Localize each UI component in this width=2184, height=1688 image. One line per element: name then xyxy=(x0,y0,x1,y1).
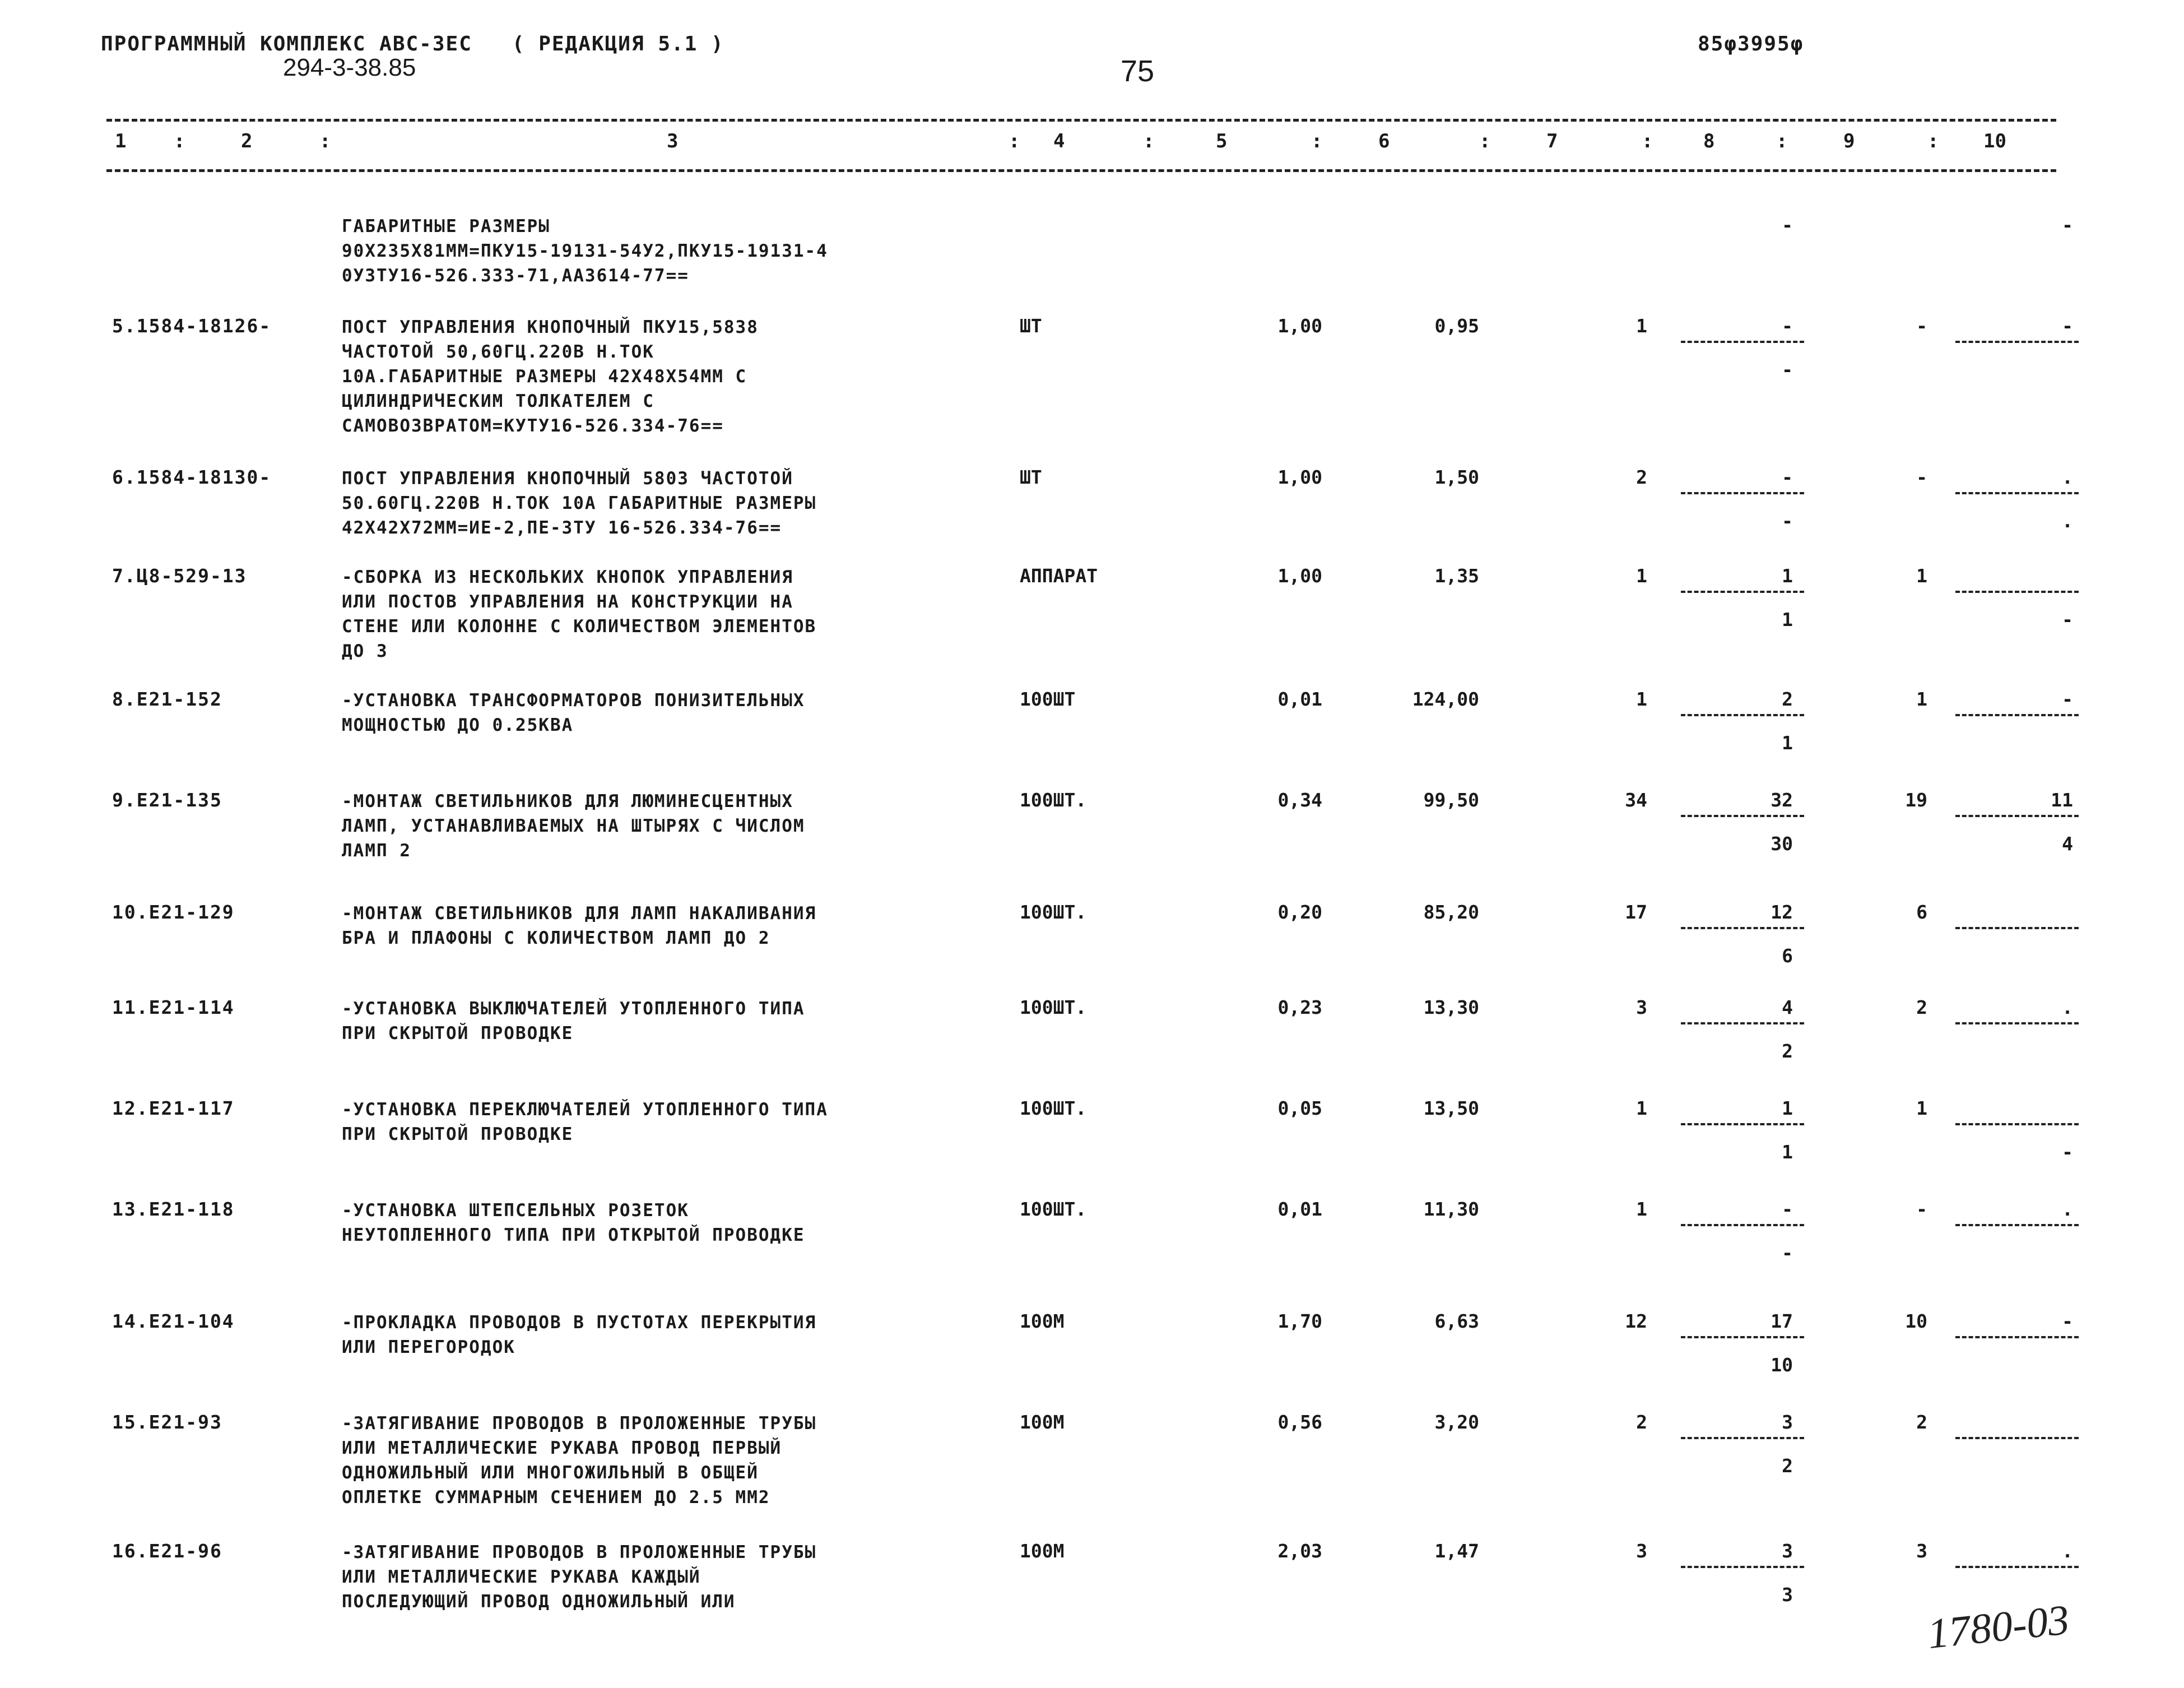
fraction-line xyxy=(1955,1566,2079,1568)
column-10-bottom: - xyxy=(2062,609,2073,630)
column-number-3: 3 xyxy=(667,130,679,152)
description-line: -ПРОКЛАДКА ПРОВОДОВ В ПУСТОТАХ ПЕРЕКРЫТИЯ xyxy=(342,1313,817,1333)
column-10-top: - xyxy=(2062,1310,2073,1332)
column-8-top: 12 xyxy=(1771,901,1793,923)
fraction-line xyxy=(1681,927,1804,929)
item-description xyxy=(342,466,816,540)
column-number-8: 8 xyxy=(1703,130,1715,152)
fraction-line xyxy=(1681,492,1804,494)
unit-of-measure: 100ШТ. xyxy=(1020,901,1087,923)
description-line: 0У3ТУ16-526.333-71,АА3614-77== xyxy=(342,266,689,286)
description-line: ГАБАРИТНЫЕ РАЗМЕРЫ xyxy=(342,216,550,236)
description-line: -СБОРКА ИЗ НЕСКОЛЬКИХ КНОПОК УПРАВЛЕНИЯ xyxy=(342,567,793,587)
column-8-top: 17 xyxy=(1771,1310,1793,1332)
description-line: НЕУТОПЛЕННОГО ТИПА ПРИ ОТКРЫТОЙ ПРОВОДКЕ xyxy=(342,1225,805,1245)
description-line: ОПЛЕТКЕ СУММАРНЫМ СЕЧЕНИЕМ ДО 2.5 ММ2 xyxy=(342,1487,770,1508)
column-8-top: 2 xyxy=(1782,688,1793,710)
table-row xyxy=(0,688,2184,754)
column-8-bottom: 1 xyxy=(1782,732,1793,754)
column-9-value: 2 xyxy=(1916,1411,1927,1433)
column-7-value: 1 xyxy=(1636,315,1647,337)
column-8-bottom: 30 xyxy=(1771,833,1793,855)
column-8-top: 4 xyxy=(1782,996,1793,1018)
column-8-bottom: - xyxy=(1782,359,1793,381)
quantity-value: 2,03 xyxy=(1277,1540,1322,1562)
description-line: 90Х235Х81ММ=ПКУ15-19131-54У2,ПКУ15-19131-4 xyxy=(342,241,828,261)
column-8-top: - xyxy=(1782,214,1793,236)
column-number-6: 6 xyxy=(1378,130,1390,152)
column-10-bottom: . xyxy=(2062,510,2073,532)
description-line: -УСТАНОВКА ПЕРЕКЛЮЧАТЕЛЕЙ УТОПЛЕННОГО ТИПА xyxy=(342,1100,828,1120)
column-header-row xyxy=(0,130,2184,158)
fraction-line xyxy=(1955,492,2079,494)
table-row xyxy=(0,214,2184,286)
column-8-bottom: 10 xyxy=(1771,1354,1793,1376)
quantity-value: 0,01 xyxy=(1277,688,1322,710)
item-description xyxy=(342,214,828,288)
description-line: ОДНОЖИЛЬНЫЙ ИЛИ МНОГОЖИЛЬНЫЙ В ОБЩЕЙ xyxy=(342,1463,759,1483)
table-row xyxy=(0,901,2184,967)
column-number-2: 2 xyxy=(241,130,253,152)
fraction-line xyxy=(1681,591,1804,593)
price-value: 1,50 xyxy=(1434,466,1479,488)
description-line: МОЩНОСТЬЮ ДО 0.25КВА xyxy=(342,715,574,735)
quantity-value: 0,01 xyxy=(1277,1198,1322,1220)
page-number: 75 xyxy=(1121,54,1155,88)
unit-of-measure: ШТ xyxy=(1020,466,1042,488)
column-separator: : xyxy=(1143,130,1155,152)
item-code: 11.Е21-114 xyxy=(112,996,235,1018)
column-7-value: 3 xyxy=(1636,1540,1647,1562)
fraction-line xyxy=(1681,1437,1804,1439)
column-7-value: 1 xyxy=(1636,688,1647,710)
unit-of-measure: АППАРАТ xyxy=(1020,565,1098,587)
column-10-bottom: - xyxy=(2062,1141,2073,1163)
column-number-7: 7 xyxy=(1546,130,1558,152)
column-9-value: - xyxy=(1916,315,1927,337)
fraction-line xyxy=(1681,1566,1804,1568)
fraction-line xyxy=(1681,341,1804,343)
item-description xyxy=(342,789,805,863)
description-line: -МОНТАЖ СВЕТИЛЬНИКОВ ДЛЯ ЛЮМИНЕСЦЕНТНЫХ xyxy=(342,791,793,811)
column-8-top: 32 xyxy=(1771,789,1793,811)
description-line: САМОВОЗВРАТОМ=КУТУ16-526.334-76== xyxy=(342,416,724,436)
description-line: ПОСЛЕДУЮЩИЙ ПРОВОД ОДНОЖИЛЬНЫЙ ИЛИ xyxy=(342,1592,736,1612)
description-line: ПРИ СКРЫТОЙ ПРОВОДКЕ xyxy=(342,1023,574,1044)
unit-of-measure: 100ШТ. xyxy=(1020,1097,1087,1119)
column-number-9: 9 xyxy=(1843,130,1855,152)
description-line: ИЛИ МЕТАЛЛИЧЕСКИЕ РУКАВА ПРОВОД ПЕРВЫЙ xyxy=(342,1438,782,1458)
column-7-value: 2 xyxy=(1636,1411,1647,1433)
description-line: ПОСТ УПРАВЛЕНИЯ КНОПОЧНЫЙ 5803 ЧАСТОТОЙ xyxy=(342,469,793,489)
header-rule-bottom xyxy=(106,169,2056,172)
unit-of-measure: 100ШТ. xyxy=(1020,1198,1087,1220)
handwritten-annotation: 1780-03 xyxy=(1925,1596,2071,1658)
fraction-line xyxy=(1681,714,1804,716)
table-row xyxy=(0,1540,2184,1612)
fraction-line xyxy=(1955,927,2079,929)
unit-of-measure: 100ШТ. xyxy=(1020,996,1087,1018)
quantity-value: 0,34 xyxy=(1277,789,1322,811)
column-10-top: . xyxy=(2062,466,2073,488)
price-value: 99,50 xyxy=(1423,789,1479,811)
description-line: ПОСТ УПРАВЛЕНИЯ КНОПОЧНЫЙ ПКУ15,5838 xyxy=(342,317,759,337)
quantity-value: 0,05 xyxy=(1277,1097,1322,1119)
description-line: -УСТАНОВКА ТРАНСФОРМАТОРОВ ПОНИЗИТЕЛЬНЫХ xyxy=(342,690,805,711)
column-8-top: - xyxy=(1782,466,1793,488)
column-separator: : xyxy=(1479,130,1491,152)
description-line: СТЕНЕ ИЛИ КОЛОННЕ С КОЛИЧЕСТВОМ ЭЛЕМЕНТОВ xyxy=(342,616,817,637)
item-code: 16.Е21-96 xyxy=(112,1540,222,1562)
price-value: 13,30 xyxy=(1423,996,1479,1018)
fraction-line xyxy=(1681,1022,1804,1024)
description-line: -ЗАТЯГИВАНИЕ ПРОВОДОВ В ПРОЛОЖЕННЫЕ ТРУБЫ xyxy=(342,1413,817,1434)
description-line: ИЛИ ПЕРЕГОРОДОК xyxy=(342,1337,515,1357)
column-7-value: 34 xyxy=(1625,789,1647,811)
fraction-line xyxy=(1955,1224,2079,1226)
fraction-line xyxy=(1681,1123,1804,1125)
description-line: ЛАМП, УСТАНАВЛИВАЕМЫХ НА ШТЫРЯХ С ЧИСЛОМ xyxy=(342,816,805,836)
item-code: 5.1584-18126- xyxy=(112,315,272,337)
table-row xyxy=(0,315,2184,436)
column-9-value: 10 xyxy=(1905,1310,1927,1332)
table-row xyxy=(0,996,2184,1062)
document-id: 85φ3995φ xyxy=(1698,33,1804,55)
column-9-value: 2 xyxy=(1916,996,1927,1018)
description-line: 10А.ГАБАРИТНЫЕ РАЗМЕРЫ 42Х48Х54ММ С xyxy=(342,367,747,387)
description-line: ИЛИ МЕТАЛЛИЧЕСКИЕ РУКАВА КАЖДЫЙ xyxy=(342,1567,701,1587)
column-10-top: - xyxy=(2062,688,2073,710)
fraction-line xyxy=(1681,1336,1804,1338)
column-8-bottom: - xyxy=(1782,510,1793,532)
description-line: 42Х42Х72ММ=ИЕ-2,ПЕ-3ТУ 16-526.334-76== xyxy=(342,518,782,538)
column-number-5: 5 xyxy=(1216,130,1228,152)
column-8-bottom: 1 xyxy=(1782,609,1793,630)
price-value: 85,20 xyxy=(1423,901,1479,923)
fraction-line xyxy=(1681,815,1804,817)
column-8-bottom: - xyxy=(1782,1242,1793,1264)
program-name: ПРОГРАММНЫЙ КОМПЛЕКС АВС-3ЕС xyxy=(101,33,472,55)
column-8-top: 3 xyxy=(1782,1411,1793,1433)
item-description xyxy=(342,996,805,1046)
column-10-top: . xyxy=(2062,996,2073,1018)
item-description xyxy=(342,565,816,664)
column-9-value: 1 xyxy=(1916,688,1927,710)
price-value: 3,20 xyxy=(1434,1411,1479,1433)
column-separator: : xyxy=(1927,130,1939,152)
item-description xyxy=(342,1411,816,1510)
column-separator: : xyxy=(174,130,185,152)
column-7-value: 1 xyxy=(1636,1198,1647,1220)
description-line: -ЗАТЯГИВАНИЕ ПРОВОДОВ В ПРОЛОЖЕННЫЕ ТРУБЫ xyxy=(342,1542,817,1562)
item-code: 8.Е21-152 xyxy=(112,688,222,710)
price-value: 13,50 xyxy=(1423,1097,1479,1119)
fraction-line xyxy=(1955,1022,2079,1024)
quantity-value: 1,00 xyxy=(1277,565,1322,587)
column-10-bottom: 4 xyxy=(2062,833,2073,855)
column-separator: : xyxy=(319,130,331,152)
column-separator: : xyxy=(1311,130,1323,152)
table-row xyxy=(0,1310,2184,1376)
unit-of-measure: 100М xyxy=(1020,1411,1065,1433)
quantity-value: 0,20 xyxy=(1277,901,1322,923)
description-line: -МОНТАЖ СВЕТИЛЬНИКОВ ДЛЯ ЛАМП НАКАЛИВАНИЯ xyxy=(342,903,817,924)
fraction-line xyxy=(1955,1123,2079,1125)
table-row xyxy=(0,1097,2184,1163)
unit-of-measure: 100М xyxy=(1020,1540,1065,1562)
fraction-line xyxy=(1955,1336,2079,1338)
column-10-top: 11 xyxy=(2051,789,2073,811)
column-9-value: 6 xyxy=(1916,901,1927,923)
column-separator: : xyxy=(1776,130,1788,152)
fraction-line xyxy=(1955,714,2079,716)
price-value: 6,63 xyxy=(1434,1310,1479,1332)
item-code: 6.1584-18130- xyxy=(112,466,272,488)
column-number-10: 10 xyxy=(1983,130,2006,152)
description-line: ДО 3 xyxy=(342,641,388,661)
column-9-value: - xyxy=(1916,466,1927,488)
column-7-value: 3 xyxy=(1636,996,1647,1018)
item-code: 12.Е21-117 xyxy=(112,1097,235,1119)
fraction-line xyxy=(1681,1224,1804,1226)
item-description xyxy=(342,1310,816,1360)
column-8-bottom: 6 xyxy=(1782,945,1793,967)
column-number-1: 1 xyxy=(115,130,127,152)
description-line: 50.60ГЦ.220В Н.ТОК 10А ГАБАРИТНЫЕ РАЗМЕРЫ xyxy=(342,493,817,513)
column-number-4: 4 xyxy=(1053,130,1065,152)
column-7-value: 1 xyxy=(1636,565,1647,587)
quantity-value: 1,70 xyxy=(1277,1310,1322,1332)
column-8-bottom: 2 xyxy=(1782,1455,1793,1477)
column-10-top: . xyxy=(2062,1540,2073,1562)
description-line: -УСТАНОВКА ВЫКЛЮЧАТЕЛЕЙ УТОПЛЕННОГО ТИПА xyxy=(342,999,805,1019)
price-value: 124,00 xyxy=(1412,688,1479,710)
item-description xyxy=(342,688,805,738)
item-code: 9.Е21-135 xyxy=(112,789,222,811)
quantity-value: 0,56 xyxy=(1277,1411,1322,1433)
description-line: ЧАСТОТОЙ 50,60ГЦ.220В Н.ТОК xyxy=(342,342,654,362)
price-value: 11,30 xyxy=(1423,1198,1479,1220)
unit-of-measure: ШТ xyxy=(1020,315,1042,337)
column-7-value: 1 xyxy=(1636,1097,1647,1119)
column-7-value: 12 xyxy=(1625,1310,1647,1332)
unit-of-measure: 100ШТ xyxy=(1020,688,1076,710)
column-10-top: . xyxy=(2062,1198,2073,1220)
quantity-value: 1,00 xyxy=(1277,466,1322,488)
column-8-bottom: 3 xyxy=(1782,1584,1793,1606)
unit-of-measure: 100ШТ. xyxy=(1020,789,1087,811)
description-line: ПРИ СКРЫТОЙ ПРОВОДКЕ xyxy=(342,1124,574,1144)
column-separator: : xyxy=(1642,130,1653,152)
column-9-value: 3 xyxy=(1916,1540,1927,1562)
column-9-value: - xyxy=(1916,1198,1927,1220)
quantity-value: 1,00 xyxy=(1277,315,1322,337)
item-code: 14.Е21-104 xyxy=(112,1310,235,1332)
fraction-line xyxy=(1955,1437,2079,1439)
fraction-line xyxy=(1955,591,2079,593)
column-8-top: 1 xyxy=(1782,1097,1793,1119)
column-7-value: 17 xyxy=(1625,901,1647,923)
unit-of-measure: 100М xyxy=(1020,1310,1065,1332)
column-9-value: 19 xyxy=(1905,789,1927,811)
description-line: ИЛИ ПОСТОВ УПРАВЛЕНИЯ НА КОНСТРУКЦИИ НА xyxy=(342,592,793,612)
price-value: 1,47 xyxy=(1434,1540,1479,1562)
item-code: 7.Ц8-529-13 xyxy=(112,565,247,587)
column-8-top: 3 xyxy=(1782,1540,1793,1562)
item-code: 13.Е21-118 xyxy=(112,1198,235,1220)
fraction-line xyxy=(1955,815,2079,817)
item-description xyxy=(342,1097,828,1147)
column-8-top: 1 xyxy=(1782,565,1793,587)
price-value: 0,95 xyxy=(1434,315,1479,337)
table-row xyxy=(0,1411,2184,1508)
item-description xyxy=(342,315,759,438)
header-rule-top xyxy=(106,119,2056,122)
project-code: 294-3-38.85 xyxy=(283,54,416,81)
program-title xyxy=(101,33,724,55)
column-8-bottom: 2 xyxy=(1782,1040,1793,1062)
price-value: 1,35 xyxy=(1434,565,1479,587)
description-line: ЦИЛИНДРИЧЕСКИМ ТОЛКАТЕЛЕМ С xyxy=(342,391,654,411)
quantity-value: 0,23 xyxy=(1277,996,1322,1018)
column-9-value: 1 xyxy=(1916,565,1927,587)
column-10-top: - xyxy=(2062,214,2073,236)
description-line: ЛАМП 2 xyxy=(342,841,411,861)
item-code: 15.Е21-93 xyxy=(112,1411,222,1433)
table-row xyxy=(0,466,2184,538)
column-8-top: - xyxy=(1782,315,1793,337)
description-line: БРА И ПЛАФОНЫ С КОЛИЧЕСТВОМ ЛАМП ДО 2 xyxy=(342,928,770,948)
column-10-top: - xyxy=(2062,315,2073,337)
item-description xyxy=(342,901,816,950)
column-separator: : xyxy=(1009,130,1020,152)
column-8-top: - xyxy=(1782,1198,1793,1220)
item-description xyxy=(342,1540,816,1614)
column-8-bottom: 1 xyxy=(1782,1141,1793,1163)
column-9-value: 1 xyxy=(1916,1097,1927,1119)
item-code: 10.Е21-129 xyxy=(112,901,235,923)
item-description xyxy=(342,1198,805,1248)
table-row xyxy=(0,789,2184,861)
column-7-value: 2 xyxy=(1636,466,1647,488)
program-edition: ( РЕДАКЦИЯ 5.1 ) xyxy=(512,33,724,55)
table-row xyxy=(0,1198,2184,1264)
description-line: -УСТАНОВКА ШТЕПСЕЛЬНЫХ РОЗЕТОК xyxy=(342,1200,689,1221)
fraction-line xyxy=(1955,341,2079,343)
